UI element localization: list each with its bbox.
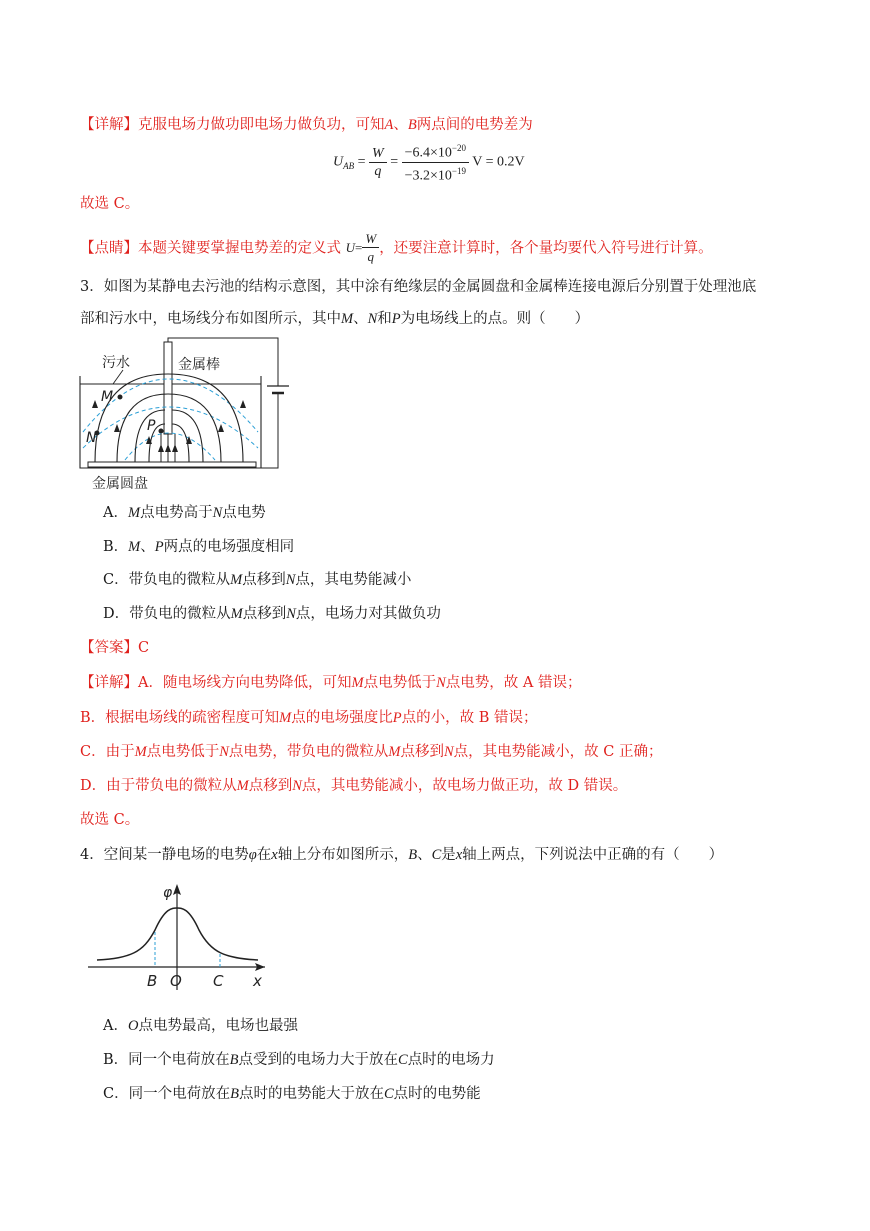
equipotential-inner [125,433,215,460]
q3-explanation-a: 【详解】A．随电场线方向电势降低，可知M点电势低于N点电势，故 A 错误； [80,675,582,691]
q3-explanation-c: C．由于M点电势低于N点电势，带负电的微粒从M点移到N点，其电势能减小，故 C 正确； [80,744,663,760]
field-arrow [92,400,98,408]
label-m: M [101,389,114,405]
field-arrow [114,424,120,432]
q4-option-c[interactable]: C．同一个电荷放在B点时的电势能大于放在C点时的电势能 [103,1086,481,1102]
cleaning-pool-diagram [75,336,305,492]
q3-option-d[interactable]: D．带负电的微粒从M点移到N点，电场力对其做负功 [103,606,441,622]
label-rod: 金属棒 [178,357,220,373]
explanation-tag: 【详解】 [80,117,138,133]
field-arrow [240,400,246,408]
potential-difference-formula: $U_{AB}$ = $\frac{W}{q}$ = $\frac{-6.4\times 10^{-20}}{-3.2\times 10^{-19}}$ V = 0.2V [333,140,525,184]
q4-option-a[interactable]: A．O点电势最高，电场也最强 [103,1018,298,1034]
label-water: 污水 [102,355,130,371]
label-c: C [213,972,224,990]
q3-stem-line2: 部和污水中，电场线分布如图所示，其中M、N和P为电场线上的点。则（ ） [80,311,590,327]
q3-explanation-d: D．由于带负电的微粒从M点移到N点，其电势能减小，故电场力做正功，故 D 错误。 [80,778,628,794]
point-m [118,395,123,400]
q3-conclusion: 故选 C。 [80,812,140,828]
metal-disk [88,462,256,467]
potential-graph [85,880,280,995]
q3-stem-line1: 3．如图为某静电去污池的结构示意图，其中涂有绝缘层的金属圆盘和金属棒连接电源后分别置于处理池底 [80,279,757,295]
label-o: O [170,972,182,990]
label-n: N [86,430,97,446]
explanation-line: 【详解】克服电场力做功即电场力做负功，可知A、B两点间的电势差为 [80,117,533,133]
q3-option-a[interactable]: A．M点电势高于N点电势 [103,505,266,521]
q3-option-b[interactable]: B．M、P两点的电场强度相同 [103,539,295,555]
field-arrow [218,424,224,432]
field-arrow [172,444,178,452]
comment-line: 【点睛】本题关键要掌握电势差的定义式 U= $\frac{W}{q}$ ，还要注意计算时，各个量均要代入符号进行计算。 [80,231,713,264]
q3-answer: 【答案】C [80,640,150,656]
field-arrow [165,444,171,452]
label-b: B [147,972,158,990]
w-over-q: $\frac{W}{q}$ [369,145,387,180]
q4-option-b[interactable]: B．同一个电荷放在B点受到的电场力大于放在C点时的电场力 [103,1052,495,1068]
numeric-fraction: $\frac{-6.4\times 10^{-20}}{-3.2\times 10^{-19}}$ [402,140,469,184]
label-p: P [147,418,156,434]
metal-rod [164,342,172,434]
q3-explanation-b: B．根据电场线的疏密程度可知M点的电场强度比P点的小，故 B 错误； [80,710,538,726]
label-phi: φ [163,885,173,901]
q3-option-c[interactable]: C．带负电的微粒从M点移到N点，其电势能减小 [103,572,412,588]
field-line-4 [172,410,203,462]
label-disk: 金属圆盘 [92,476,148,492]
label-x: x [253,972,262,990]
q4-stem: 4．空间某一静电场的电势φ在x轴上分布如图所示，B、C是x轴上两点，下列说法中正确的有（ ） [80,847,724,863]
field-arrow [158,444,164,452]
point-p [159,429,164,434]
definition-formula: U= $\frac{W}{q}$ [346,240,380,255]
conclusion-2: 故选 C。 [80,196,140,212]
